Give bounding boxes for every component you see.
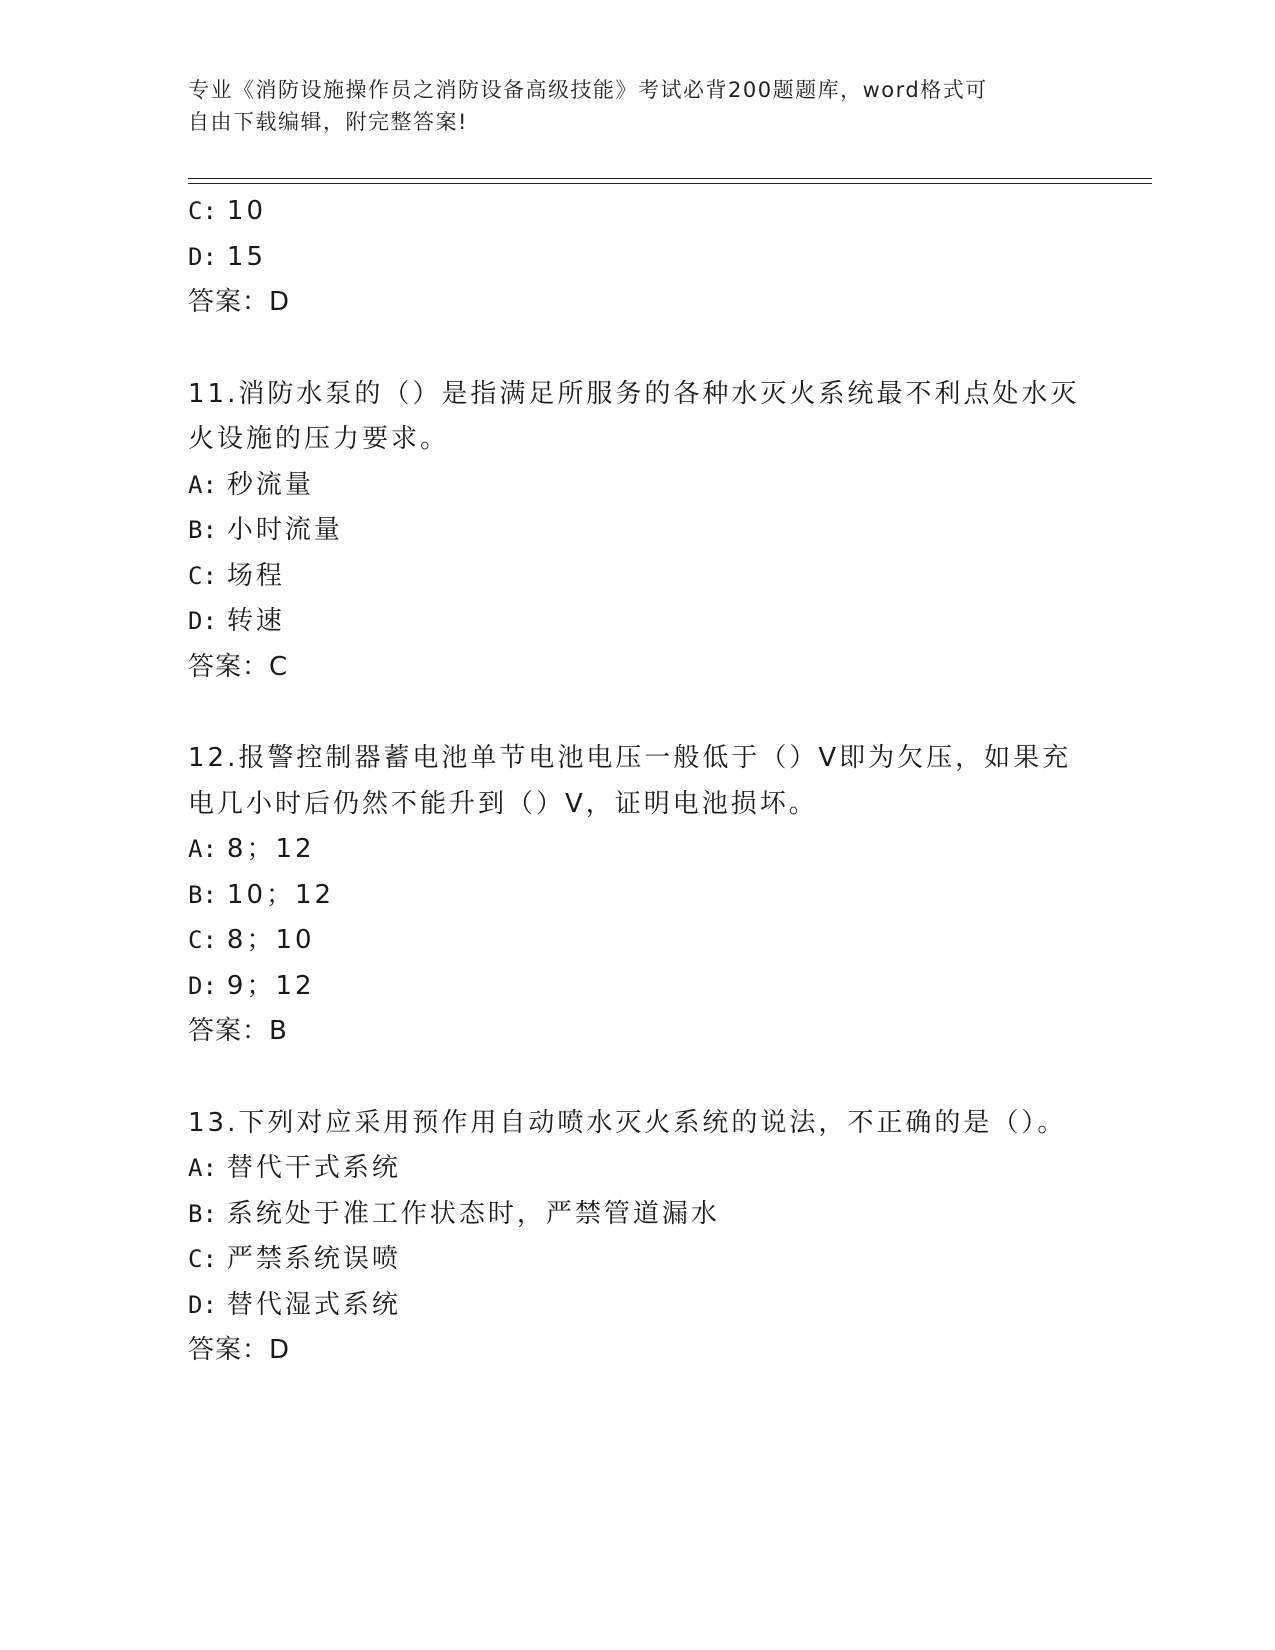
option-a: A: 替代干式系统 bbox=[188, 1153, 401, 1183]
answer-line: 答案：D bbox=[188, 1335, 291, 1365]
question-stem-line: 电几小时后仍然不能升到（）V，证明电池损坏。 bbox=[188, 788, 818, 819]
question-11 bbox=[188, 372, 1088, 691]
option-d: D: 15 bbox=[188, 241, 266, 272]
question-stem-line: 12.报警控制器蓄电池单节电池电压一般低于（）V即为欠压，如果充 bbox=[188, 743, 1072, 773]
answer-line: 答案：D bbox=[188, 287, 291, 317]
option-d: D: 9；12 bbox=[188, 970, 315, 1001]
option-c: C: 严禁系统误喷 bbox=[188, 1244, 401, 1274]
question-10-tail bbox=[188, 189, 1088, 326]
question-stem-line: 13.下列对应采用预作用自动喷水灭火系统的说法，不正确的是（）。 bbox=[188, 1107, 1067, 1138]
question-12 bbox=[188, 736, 1088, 1055]
option-c: C: 场程 bbox=[188, 560, 285, 591]
answer-line: 答案：C bbox=[188, 651, 289, 682]
question-stem-line: 11.消防水泵的（）是指满足所服务的各种水灭火系统最不利点处水灭 bbox=[188, 378, 1080, 409]
question-list bbox=[188, 189, 1088, 1374]
answer-line: 答案：B bbox=[188, 1016, 288, 1046]
header-line-1: 专业《消防设施操作员之消防设备高级技能》考试必背200题题库，word格式可 bbox=[188, 78, 988, 102]
question-13 bbox=[188, 1101, 1088, 1374]
option-c: C: 10 bbox=[188, 196, 266, 226]
header-divider-top bbox=[188, 178, 1152, 179]
option-b: B: 系统处于准工作状态时，严禁管道漏水 bbox=[188, 1198, 720, 1229]
option-a: A: 秒流量 bbox=[188, 469, 314, 500]
option-d: D: 替代湿式系统 bbox=[188, 1289, 401, 1320]
option-d: D: 转速 bbox=[188, 606, 285, 636]
option-b: B: 小时流量 bbox=[188, 515, 343, 545]
option-a: A: 8；12 bbox=[188, 834, 315, 864]
header-line-2: 自由下载编辑，附完整答案! bbox=[188, 110, 468, 134]
question-stem-line: 火设施的压力要求。 bbox=[188, 424, 450, 454]
document-header bbox=[188, 74, 1068, 138]
option-b: B: 10；12 bbox=[188, 879, 335, 910]
header-divider-bottom bbox=[188, 183, 1152, 184]
option-c: C: 8；10 bbox=[188, 925, 315, 955]
